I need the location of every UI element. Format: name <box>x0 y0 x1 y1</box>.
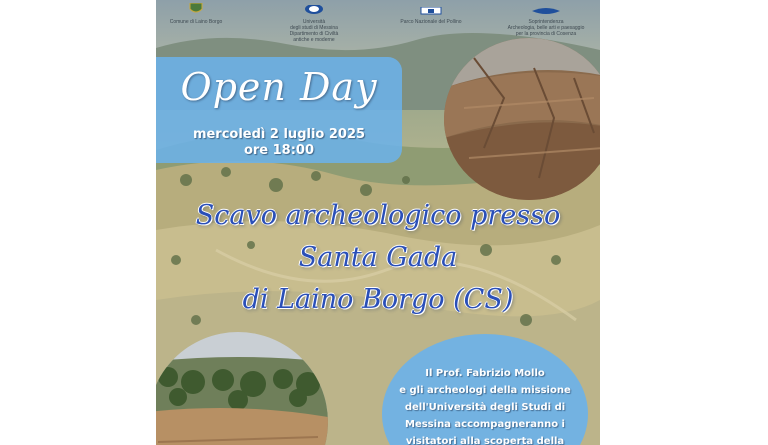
parco-caption: Parco Nazionale del Pollino <box>400 19 462 25</box>
parco-logo <box>388 0 474 25</box>
event-poster <box>156 0 600 445</box>
unime-logo <box>278 0 350 43</box>
info-line-1: Il Prof. Fabrizio Mollo <box>425 368 545 379</box>
comune-logo <box>164 0 228 25</box>
event-date: mercoledì 2 luglio 2025 <box>192 127 366 142</box>
parco-emblem-icon <box>420 7 442 15</box>
comune-crest-icon <box>188 3 204 15</box>
comune-caption: Comune di Laino Borgo <box>169 19 223 25</box>
info-line-2: e gli archeologi della missione <box>399 385 571 396</box>
open-day-banner <box>156 57 402 163</box>
soprintendenza-logo <box>494 0 598 37</box>
event-time: ore 18:00 <box>243 143 315 158</box>
info-line-3: dell'Università degli Studi di <box>404 402 566 413</box>
main-title-line-2: Santa Gada <box>298 242 458 273</box>
soprintendenza-emblem-icon <box>532 7 560 15</box>
soprintendenza-caption: Soprintendenza Archeologia, belle arti e paesaggio per la provincia di Cosenza <box>507 19 585 37</box>
main-title-line-1: Scavo archeologico presso <box>195 200 561 231</box>
excavation-wall-photo <box>444 38 600 200</box>
info-line-4: Messina accompagneranno i <box>405 419 565 430</box>
unime-caption: Università degli studi di Messina Dipartimento di Civiltà antiche e moderne <box>289 19 339 43</box>
main-title-line-3: di Laino Borgo (CS) <box>242 284 514 315</box>
unime-seal-icon <box>304 5 324 15</box>
info-line-5: visitatori alla scoperta della <box>405 436 565 445</box>
open-day-title: Open Day <box>180 65 378 109</box>
logo-row <box>156 0 600 43</box>
